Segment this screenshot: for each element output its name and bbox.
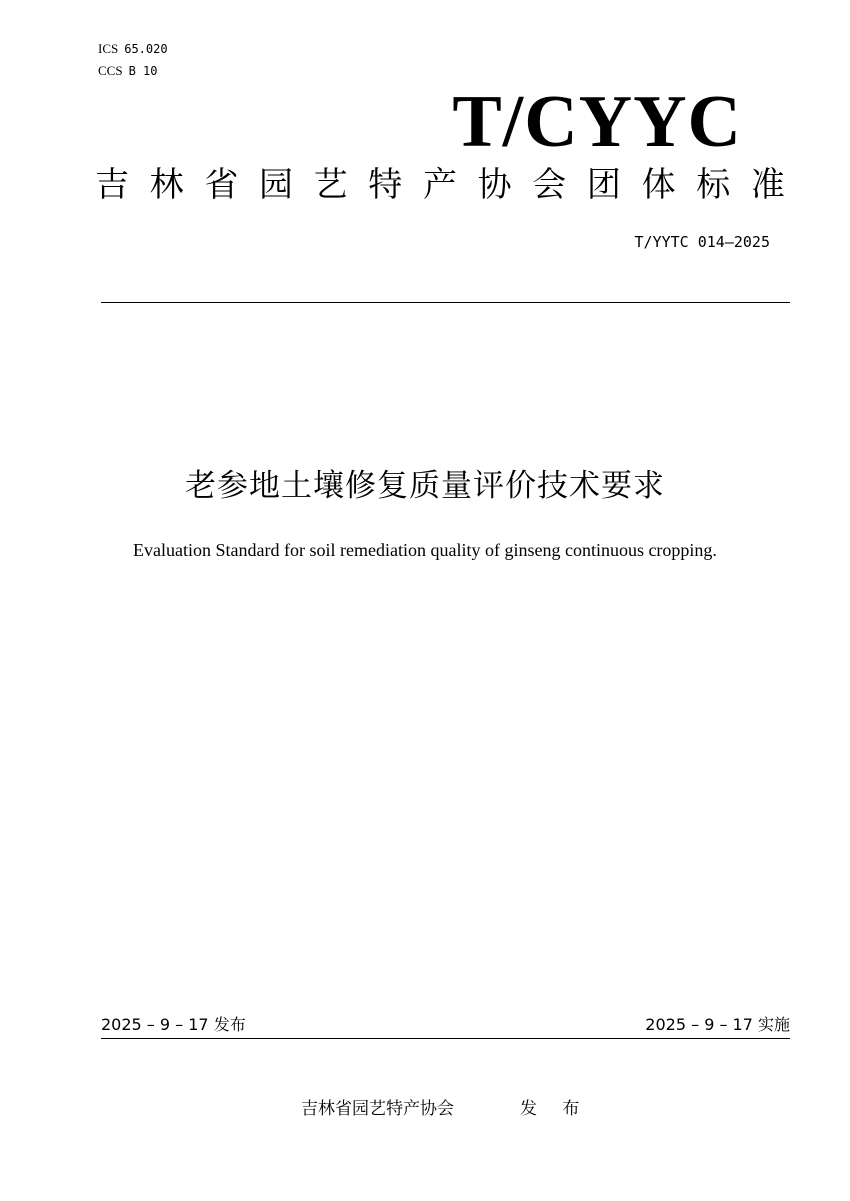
ics-value: 65.020 bbox=[124, 42, 168, 56]
implementation-date: 2025 – 9 – 17 实施 bbox=[645, 1015, 790, 1034]
top-divider bbox=[101, 302, 790, 303]
org-title-char: 省 bbox=[204, 165, 239, 205]
ccs-label: CCS bbox=[98, 63, 123, 78]
ccs-value: B 10 bbox=[128, 64, 158, 78]
document-title-en: Evaluation Standard for soil remediation quality of ginseng continuous cropping. bbox=[133, 540, 717, 560]
org-title-char: 体 bbox=[641, 165, 676, 205]
publisher-name: 吉林省园艺特产协会 bbox=[301, 1099, 454, 1119]
org-title-char: 团 bbox=[586, 165, 621, 205]
org-title-char: 吉 bbox=[95, 165, 129, 205]
org-title-char: 标 bbox=[696, 165, 731, 205]
org-title-char: 产 bbox=[422, 165, 457, 205]
org-title-char: 特 bbox=[368, 165, 403, 205]
ics-label: ICS bbox=[98, 41, 119, 56]
org-title-char: 协 bbox=[477, 165, 512, 205]
organization-title bbox=[95, 163, 785, 207]
org-title-char: 艺 bbox=[313, 165, 348, 205]
bottom-divider bbox=[101, 1038, 790, 1039]
ccs-code bbox=[98, 63, 157, 80]
standard-number: T/YYTC 014—2025 bbox=[634, 233, 770, 251]
document-title-cn: 老参地土壤修复质量评价技术要求 bbox=[185, 468, 665, 504]
publish-label: 发 布 bbox=[520, 1099, 590, 1119]
org-title-char: 会 bbox=[532, 165, 567, 205]
publish-date: 2025 – 9 – 17 发布 bbox=[101, 1015, 246, 1034]
standard-logo: T/CYYC bbox=[452, 81, 742, 163]
org-title-char: 准 bbox=[750, 165, 785, 205]
ics-code bbox=[98, 41, 168, 58]
org-title-char: 林 bbox=[149, 165, 184, 205]
org-title-char: 园 bbox=[258, 165, 293, 205]
